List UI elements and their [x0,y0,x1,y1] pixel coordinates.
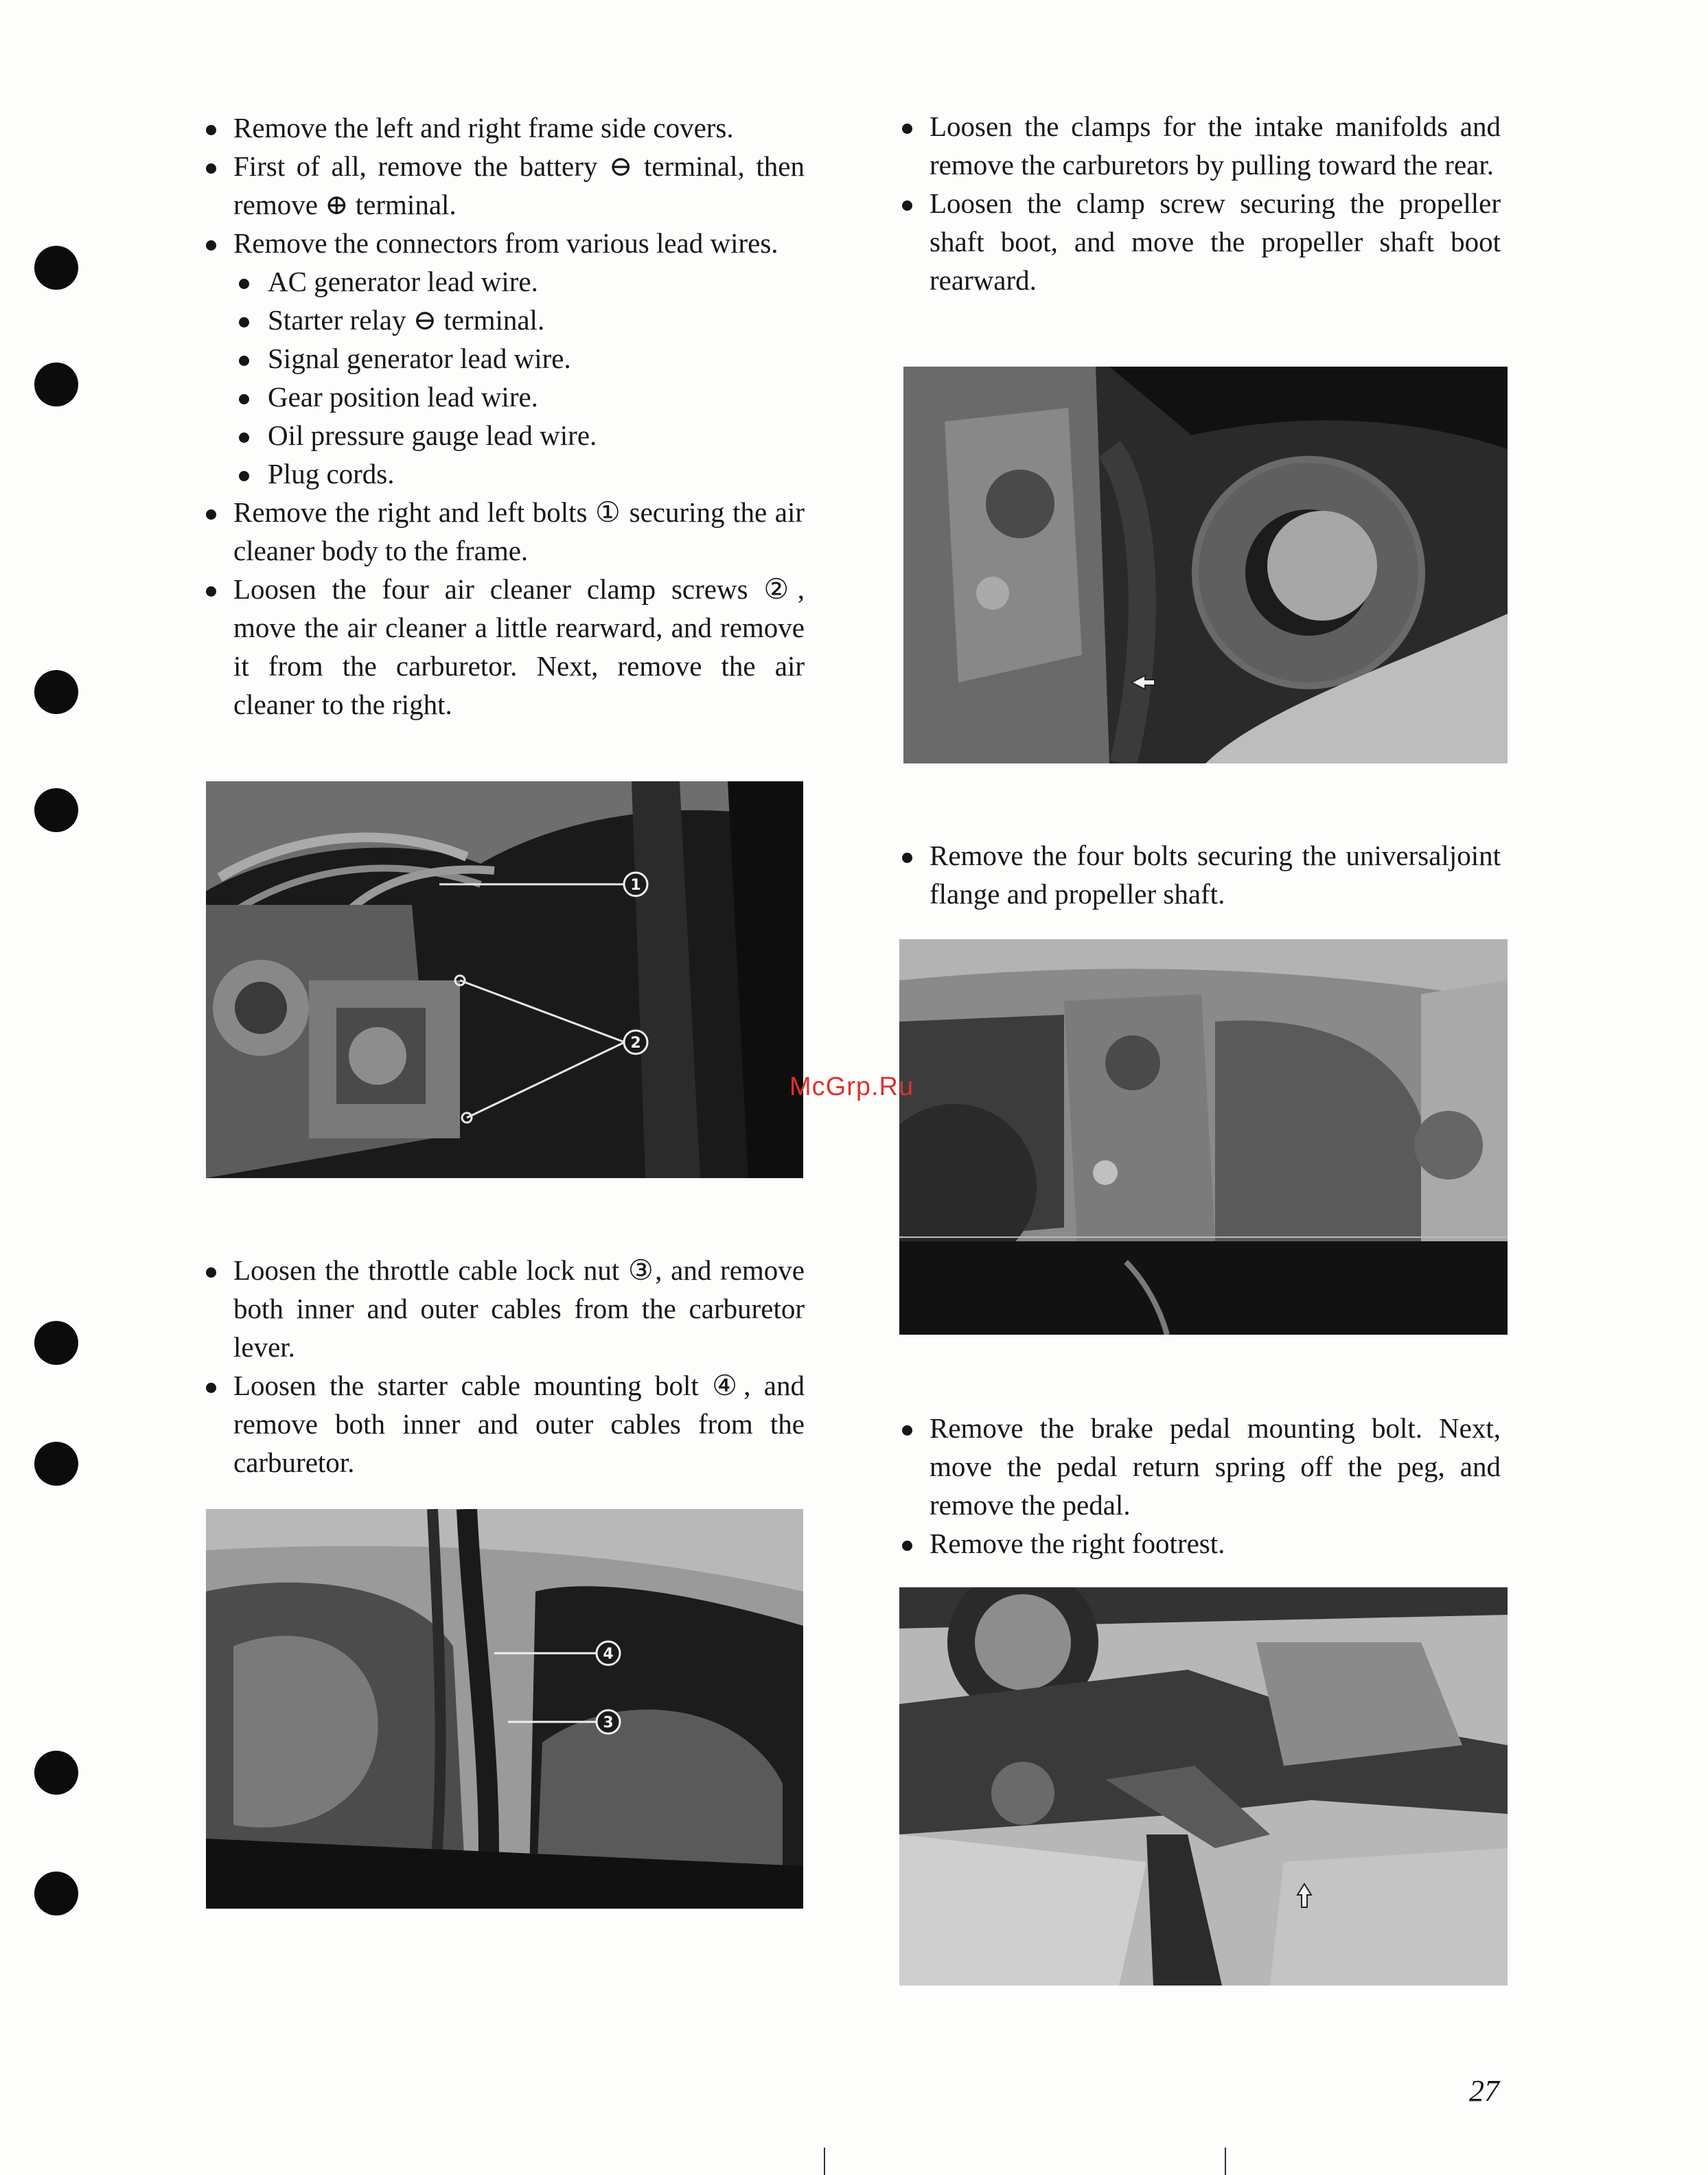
step-item: Loosen the clamp screw securing the propeller shaft boot, and move the propeller shaft boot rearward. [897,184,1501,299]
callout-4: 4 [603,1646,614,1663]
crop-mark [824,2148,825,2175]
step-item: Remove the right and left bolts ① securing the air cleaner body to the frame. [200,493,805,570]
right-column [897,107,1501,299]
left-column [200,108,805,724]
binder-hole [34,670,78,714]
step-item: Remove the connectors from various lead wires. [200,224,805,262]
photo-brake-pedal [899,1587,1508,1986]
step-item: Loosen the clamps for the intake manifolds and remove the carburetors by pulling toward the rear. [897,107,1501,184]
right-step-list-1 [897,107,1501,299]
binder-hole [34,1872,78,1915]
page-number: 27 [1469,2074,1499,2108]
watermark: McGrp.Ru [789,1072,914,1101]
crop-mark [1225,2148,1226,2175]
lead-wire-item: Starter relay ⊖ terminal. [200,301,805,339]
binder-hole [34,246,78,290]
lead-wire-item: Plug cords. [200,454,805,493]
step-item: Remove the right footrest. [897,1524,1501,1563]
step-item: Remove the brake pedal mounting bolt. Next, move the pedal return spring off the peg, and remove the pedal. [897,1409,1501,1524]
photo-propeller-boot [903,367,1508,763]
step-item: First of all, remove the battery ⊖ terminal, then remove ⊕ terminal. [200,147,805,224]
binder-hole [34,1442,78,1486]
right-column-middle [897,836,1501,913]
step-item: Loosen the starter cable mounting bolt ④, and remove both inner and outer cables from the carburetor. [200,1366,805,1482]
left-column-lower [200,1251,805,1482]
binder-hole [34,362,78,406]
lead-wire-list [200,262,805,493]
binder-hole [34,1751,78,1795]
callout-3: 3 [603,1714,614,1731]
step-item: Remove the left and right frame side covers. [200,108,805,147]
left-step-list-1 [200,108,805,262]
lead-wire-item: AC generator lead wire. [200,262,805,301]
right-step-list-3 [897,1409,1501,1563]
step-item: Remove the four bolts securing the universaljoint flange and propeller shaft. [897,836,1501,913]
photo-throttle-cables [206,1509,803,1909]
binder-hole [34,788,78,832]
lead-wire-item: Oil pressure gauge lead wire. [200,416,805,454]
lead-wire-item: Gear position lead wire. [200,378,805,416]
callout-1: 1 [630,877,641,894]
photo-universal-joint [899,939,1508,1335]
binder-hole [34,1321,78,1365]
left-step-list-3 [200,1251,805,1482]
callout-2: 2 [630,1035,641,1052]
left-step-list-2 [200,493,805,724]
step-item: Loosen the four air cleaner clamp screws ②, move the air cleaner a little rearward, and remove it from the carburetor. Next, remove the air cleaner to the right. [200,570,805,724]
lead-wire-item: Signal generator lead wire. [200,339,805,378]
right-step-list-2 [897,836,1501,913]
photo-air-cleaner [206,781,803,1178]
right-column-lower [897,1409,1501,1563]
step-item: Loosen the throttle cable lock nut ③, and remove both inner and outer cables from the carburetor lever. [200,1251,805,1366]
